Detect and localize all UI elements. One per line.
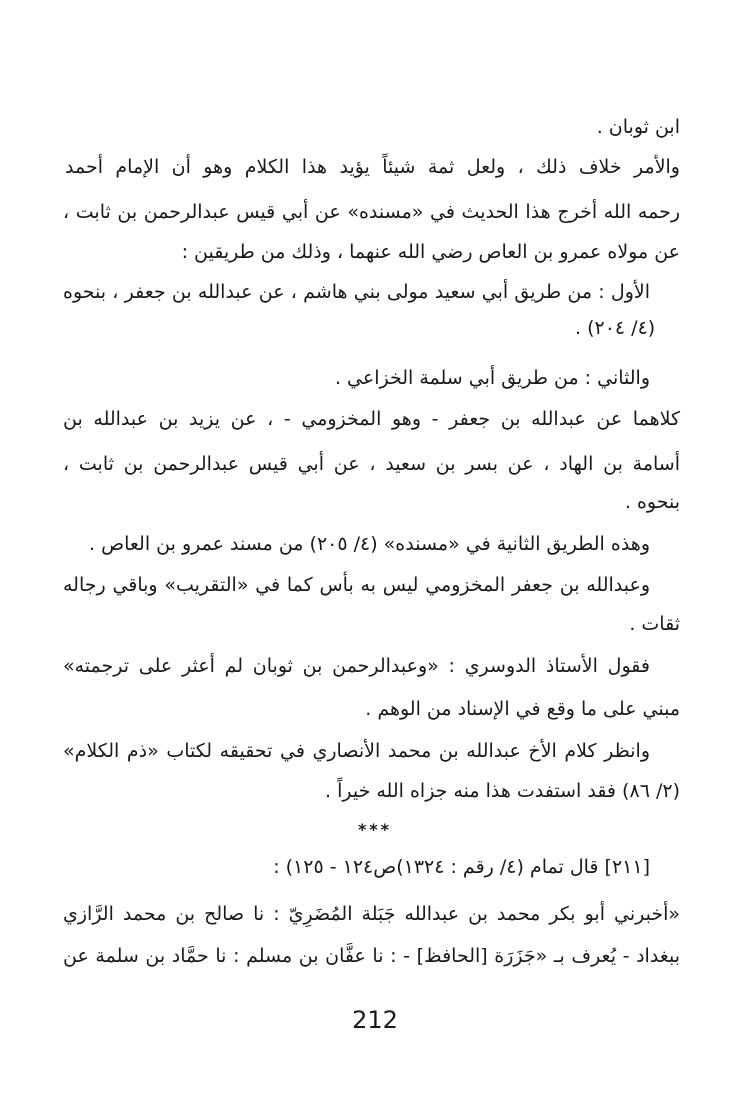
text-line: «أخبرني أبو بكر محمد بن عبدالله جَبَلة المُضَرِيّ : نا صالح بن محمد الرَّازي — [63, 903, 680, 925]
text-line: والأمر خلاف ذلك ، ولعل ثمة شيئاً يؤيد هذا الكلام وهو أن الإمام أحمد — [65, 156, 680, 178]
text-line: وهذه الطريق الثانية في «مسنده» (٤/ ٢٠٥) من مسند عمرو بن العاص . — [89, 533, 650, 555]
text-line: والثاني : من طريق أبي سلمة الخزاعي . — [334, 367, 650, 389]
text-line: عن مولاه عمرو بن العاص رضي الله عنهما ، وذلك من طريقين : — [181, 241, 680, 263]
text-line: كلاهما عن عبدالله بن جعفر - وهو المخزومي - ، عن يزيد بن عبدالله بن — [63, 408, 680, 430]
text-line: ببغداد - يُعرف بـ «جَزَرَة [الحافظ] - : نا عفَّان بن مسلم : نا حمَّاد بن سلمة عن — [63, 945, 680, 967]
text-line: (٢/ ٨٦) فقد استفدت هذا منه جزاه الله خيراً . — [325, 780, 680, 802]
text-line: فقول الأستاذ الدوسري : «وعبدالرحمن بن ثوبان لم أعثر على ترجمته» — [63, 655, 650, 677]
text-line: [٢١١] قال تمام (٤/ رقم : ١٣٢٤)ص١٢٤ - ١٢٥) : — [273, 856, 650, 878]
text-line: بنحوه . — [624, 491, 680, 513]
text-line: وانظر كلام الأخ عبدالله بن محمد الأنصاري في تحقيقه لكتاب «ذم الكلام» — [63, 740, 650, 762]
section-separator: *** — [357, 820, 393, 839]
text-line: رحمه الله أخرج هذا الحديث في «مسنده» عن أبي قيس عبدالرحمن بن ثابت ، — [63, 201, 680, 223]
text-line: وعبدالله بن جعفر المخزومي ليس به بأس كما في «التقريب» وباقي رجاله — [63, 574, 650, 596]
text-line: (٤/ ٢٠٤) . — [575, 317, 656, 339]
text-line: ابن ثوبان . — [596, 116, 680, 138]
text-line: مبني على ما وقع في الإسناد من الوهم . — [365, 698, 680, 720]
text-line: أسامة بن الهاد ، عن بسر بن سعيد ، عن أبي قيس عبدالرحمن بن ثابت ، — [63, 453, 680, 475]
text-line: ثقات . — [629, 613, 680, 635]
page-number: 212 — [352, 1006, 398, 1034]
text-line: الأول : من طريق أبي سعيد مولى بني هاشم ، عن عبدالله بن جعفر ، بنحوه — [63, 281, 650, 303]
